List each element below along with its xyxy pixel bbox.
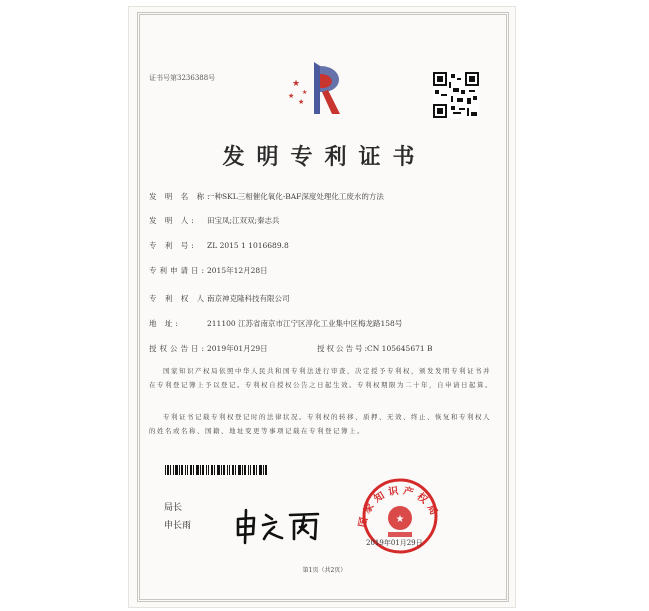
- grant-date-row: [149, 343, 268, 354]
- inventor-value: 田宝凤;江双双;秦志兵: [207, 216, 280, 225]
- patent-number-label: 专 利 号:: [149, 241, 197, 250]
- svg-text:★: ★: [395, 514, 405, 525]
- inventor-row: [149, 215, 280, 226]
- page-number: 第1页（共2页）: [302, 567, 347, 574]
- grant-number-value: CN 105645671 B: [367, 344, 433, 353]
- invention-name-row: [149, 191, 384, 202]
- patent-number-value: ZL 2015 1 1016689.8: [207, 241, 289, 250]
- filing-date-label: 专利申请日:: [149, 266, 208, 275]
- patent-number-row: [149, 240, 289, 251]
- patentee-value: 南京神克隆科技有限公司: [207, 294, 290, 303]
- certificate-paragraph-1: 国家知识产权局依照中华人民共和国专利法进行审查，决定授予专利权，颁发发明专利证书并在专利登记簿上予以登记。专利权自授权公告之日起生效。专利权期限为二十年，自申请日起算。: [149, 367, 493, 389]
- inventor-label: 发 明 人:: [149, 216, 197, 225]
- qr-code-icon: [433, 72, 479, 118]
- patent-office-logo-icon: [284, 58, 354, 120]
- seal-text: 国家知识产权局: [357, 485, 441, 529]
- grant-number-row: [317, 343, 433, 354]
- svg-text:★: ★: [288, 92, 295, 100]
- address-value: 211100 江苏省南京市江宁区淳化工业集中区梅龙路158号: [207, 319, 403, 328]
- address-label: 地 址:: [149, 319, 181, 328]
- svg-text:★: ★: [298, 98, 305, 106]
- barcode-icon: [165, 465, 267, 475]
- patentee-label: 专 利 权 人:: [149, 294, 213, 303]
- grant-date-value: 2019年01月29日: [207, 344, 268, 353]
- invention-name-value: 一种SKL三相催化氧化-BAF深度处理化工废水的方法: [207, 192, 384, 201]
- signer-title: 局长: [164, 503, 183, 513]
- grant-date-label: 授权公告日:: [149, 344, 208, 353]
- filing-date-row: [149, 265, 268, 276]
- svg-text:★: ★: [302, 89, 308, 96]
- signer-name: 申长雨: [164, 521, 192, 531]
- patentee-row: [149, 293, 290, 304]
- certificate-number: 证书号第3236388号: [149, 74, 216, 82]
- seal-date: 2019年01月29日: [366, 539, 423, 547]
- grant-number-label: 授权公告号:: [317, 344, 370, 353]
- certificate-title: 发明专利证书: [222, 144, 427, 170]
- signature-icon: [232, 505, 322, 545]
- invention-name-label: 发 明 名 称:: [149, 192, 213, 201]
- certificate-paragraph-2: 专利证书记载专利权登记时的法律状况。专利权的转移、质押、无效、终止、恢复和专利权人的姓名或名称、国籍、地址变更等事项记载在专利登记簿上。: [149, 413, 491, 435]
- filing-date-value: 2015年12月28日: [207, 266, 268, 275]
- address-row: [149, 318, 402, 329]
- svg-text:★: ★: [292, 79, 301, 89]
